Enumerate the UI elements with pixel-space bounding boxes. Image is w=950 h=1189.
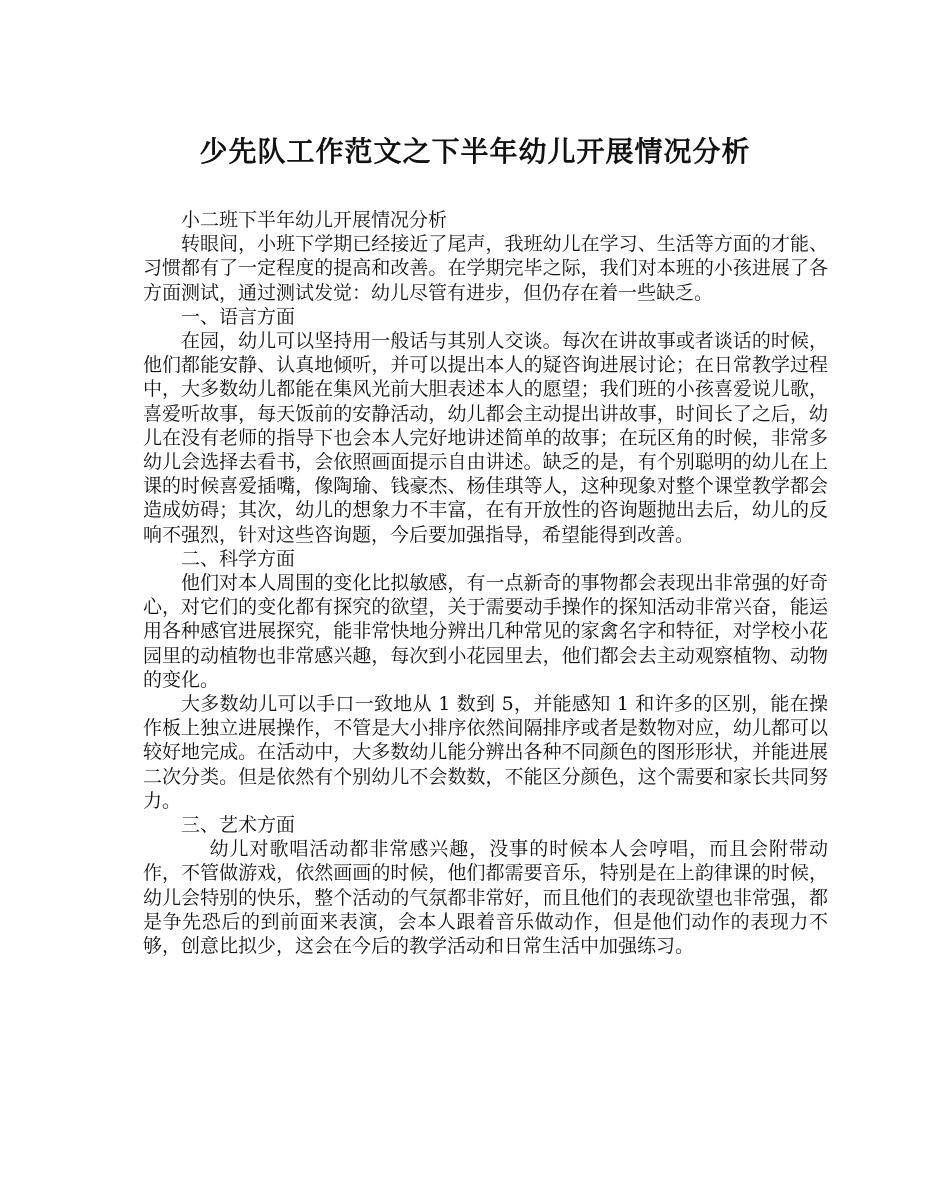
section-heading-science: 二、科学方面: [181, 547, 296, 570]
document-body: [143, 208, 828, 958]
section-heading-language: 一、语言方面: [181, 305, 296, 328]
science-paragraph-2: 大多数幼儿可以手口一致地从 1 数到 5，并能感知 1 和许多的区别，能在操作板上独立进展操作，不管是大小排序依然间隔排序或者是数物对应，幼儿都可以较好地完成。在活动中，大多数幼儿能分辨出各种不同颜色的图形形状，并能进展二次分类。但是依然有个别幼儿不会数数，不能区分颜色，这个需要和家长共同努力。: [143, 693, 828, 812]
document-title: 少先队工作范文之下半年幼儿开展情况分析: [199, 135, 751, 168]
art-paragraph: 幼儿对歌唱活动都非常感兴趣，没事的时候本人会哼唱，而且会附带动作，不管做游戏，依然画画的时候，他们都需要音乐，特别是在上韵律课的时候，幼儿会特别的快乐，整个活动的气氛都非常好，而且他们的表现欲望也非常强，都是争先恐后的到前面来表演，会本人跟着音乐做动作，但是他们动作的表现力不够，创意比拟少，这会在今后的教学活动和日常生活中加强练习。: [143, 838, 828, 958]
section-subtitle: 小二班下半年幼儿开展情况分析: [181, 209, 448, 231]
language-paragraph: 在园，幼儿可以坚持用一般话与其别人交谈。每次在讲故事或者谈话的时候，他们都能安静、认真地倾听，并可以提出本人的疑咨询进展讨论；在日常教学过程中，大多数幼儿都能在集风光前大胆表述本人的愿望；我们班的小孩喜爱说儿歌，喜爱听故事，每天饭前的安静活动，幼儿都会主动提出讲故事，时间长了之后，幼儿在没有老师的指导下也会本人完好地讲述简单的故事；在玩区角的时候，非常多幼儿会选择去看书，会依照画面提示自由讲述。缺乏的是，有个别聪明的幼儿在上课的时候喜爱插嘴，像陶瑜、钱豪杰、杨佳琪等人，这种现象对整个课堂教学都会造成妨碍；其次，幼儿的想象力不丰富，在有开放性的咨询题抛出去后，幼儿的反响不强烈，针对这些咨询题，今后要加强指导，希望能得到改善。: [143, 330, 828, 546]
section-heading-art: 三、艺术方面: [181, 814, 296, 837]
science-paragraph-1: 他们对本人周围的变化比拟敏感，有一点新奇的事物都会表现出非常强的好奇心，对它们的变化都有探究的欲望，关于需要动手操作的探知活动非常兴奋，能运用各种感官进展探究，能非常快地分辨出几种常见的家禽名字和特征，对学校小花园里的动植物也非常感兴趣，每次到小花园里去，他们都会去主动观察植物、动物的变化。: [143, 572, 828, 691]
intro-paragraph: 转眼间，小班下学期已经接近了尾声，我班幼儿在学习、生活等方面的才能、习惯都有了一定程度的提高和改善。在学期完毕之际，我们对本班的小孩进展了各方面测试，通过测试发觉：幼儿尽管有进步，但仍存在着一些缺乏。: [143, 233, 828, 304]
